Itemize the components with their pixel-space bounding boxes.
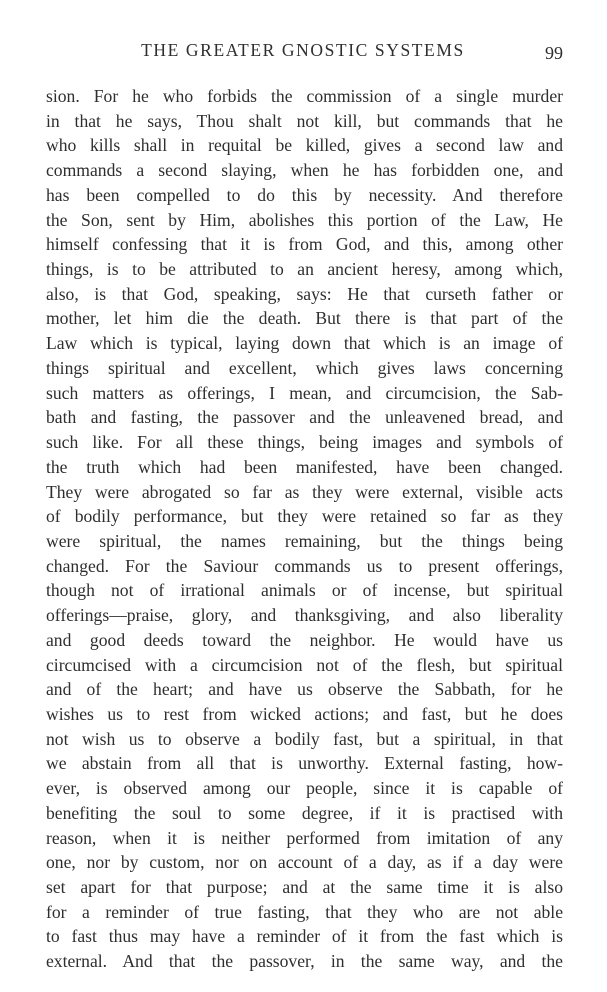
text-line: such like. For all these things, being images and symbols of [46,432,563,453]
text-line: things spiritual and excellent, which gives laws concerning [46,357,563,378]
body-text [46,84,563,974]
text-line: external. And that the passover, in the same way, and the [46,951,563,972]
text-line: things, is to be attributed to an ancient heresy, among which, [46,259,563,280]
text-line: not wish us to observe a bodily fast, but a spiritual, in that [46,728,563,749]
text-line: sion. For he who forbids the commission of a single murder [46,86,563,106]
text-line: one, nor by custom, nor on account of a day, as if a day were [46,852,563,873]
text-line: the Son, sent by Him, abolishes this portion of the Law, He [46,209,563,230]
text-line: also, is that God, speaking, says: He that curseth father or [46,283,563,304]
text-line: has been compelled to do this by necessity. And therefore [46,184,563,205]
text-line: who kills shall in requital be killed, gives a second law and [46,135,563,156]
text-line: commands a second slaying, when he has forbidden one, and [46,160,563,181]
text-line: to fast thus may have a reminder of it from the fast which is [46,926,563,947]
text-line: wishes us to rest from wicked actions; and fast, but he does [46,703,563,724]
text-line: bath and fasting, the passover and the unleavened bread, and [46,407,563,428]
text-line: changed. For the Saviour commands us to present offerings, [46,555,563,576]
text-line: were spiritual, the names remaining, but the things being [46,530,563,551]
text-line: offerings—praise, glory, and thanksgiving, and also liberality [46,605,563,626]
text-line: in that he says, Thou shalt not kill, but commands that he [46,110,563,131]
text-line: and of the heart; and have us observe the Sabbath, for he [46,679,563,700]
text-line: himself confessing that it is from God, and this, among other [46,234,563,255]
running-title: THE GREATER GNOSTIC SYSTEMS [141,40,465,60]
text-line: mother, let him die the death. But there is that part of the [46,308,563,329]
text-line: the truth which had been manifested, have been changed. [46,456,563,477]
text-line: They were abrogated so far as they were external, visible acts [46,481,563,502]
page-number: 99 [545,43,563,63]
page-header [0,40,607,66]
text-line: and good deeds toward the neighbor. He would have us [46,629,563,650]
text-line: of bodily performance, but they were retained so far as they [46,506,563,527]
text-line: circumcised with a circumcision not of the flesh, but spiritual [46,654,563,675]
text-line: Law which is typical, laying down that which is an image of [46,333,563,354]
text-line: we abstain from all that is unworthy. External fasting, how- [46,753,563,774]
text-line: benefiting the soul to some degree, if it is practised with [46,802,563,823]
text-line: such matters as offerings, I mean, and circumcision, the Sab- [46,382,563,403]
text-line: set apart for that purpose; and at the same time it is also [46,877,563,897]
text-line: ever, is observed among our people, since it is capable of [46,778,563,799]
text-line: for a reminder of true fasting, that they who are not able [46,901,563,922]
text-line: reason, when it is neither performed from imitation of any [46,827,563,848]
text-line: though not of irrational animals or of incense, but spiritual [46,580,563,601]
